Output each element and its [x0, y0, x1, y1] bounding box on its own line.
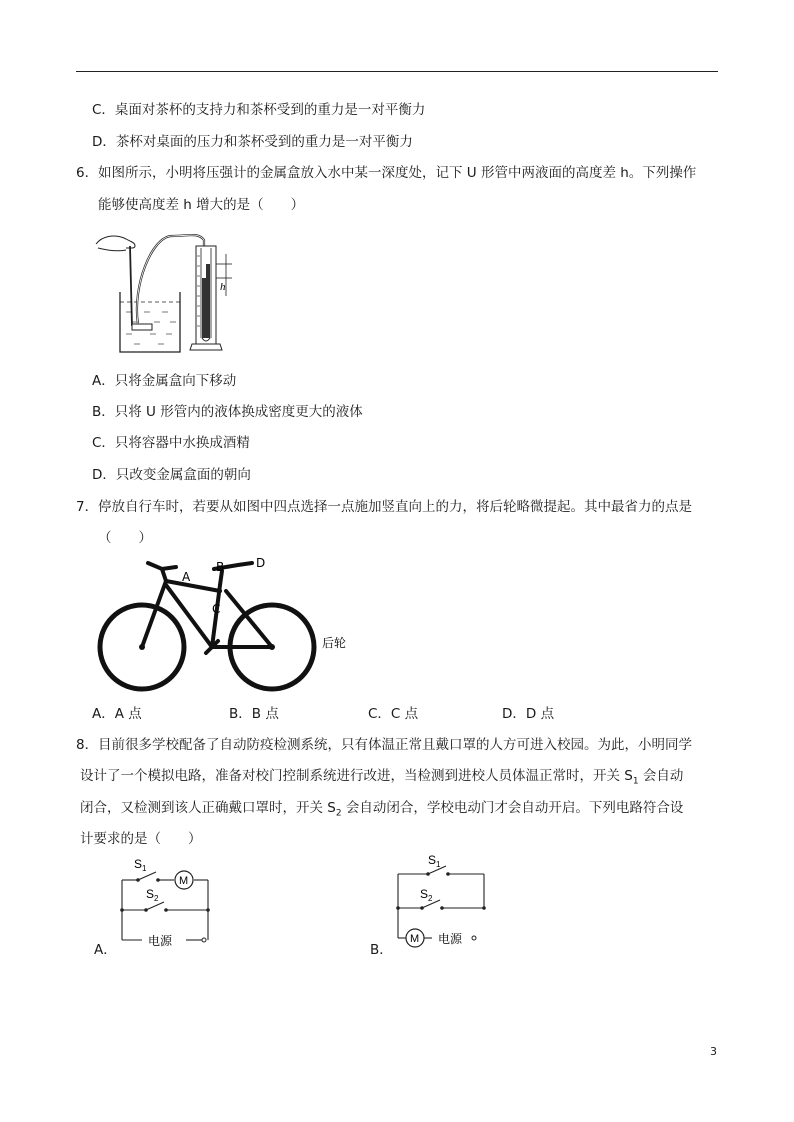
q8-circuit-b: [392, 852, 492, 948]
q7-point-a: A: [182, 570, 191, 584]
q7-bicycle-figure: [96, 555, 366, 695]
q7-point-d: D: [256, 556, 266, 570]
q8-stem-line4: 计要求的是（ ）: [80, 831, 202, 847]
q7-rear-wheel-label: 后轮: [322, 636, 347, 650]
q7-number: 7．: [76, 499, 99, 515]
q8-stem-line2: 设计了一个模拟电路，准备对校门控制系统进行改进，当检测到进校人员体温正常时，开关 $S_1$ 会自动: [80, 768, 684, 787]
q8-a-s2: $S_2$: [146, 887, 159, 903]
q8-stem-line3: 闭合，又检测到该人正确戴口罩时，开关 $S_2$ 会自动闭合，学校电动门才会自动开启。下列电路符合设: [80, 800, 684, 819]
q5-option-c: C．桌面对茶杯的支持力和茶杯受到的重力是一对平衡力: [92, 102, 426, 118]
q7-point-b: B: [216, 560, 225, 574]
q8-number: 8．: [76, 737, 99, 753]
q8-a-power: 电源: [148, 934, 173, 948]
q8-b-power: 电源: [438, 932, 463, 946]
q6-option-b: B．只将 U 形管内的液体换成密度更大的液体: [92, 404, 363, 420]
q8-circuit-a: [116, 856, 216, 948]
q8-b-s1: $S_1$: [428, 853, 441, 869]
q7-option-a: A．A 点: [92, 706, 142, 722]
q7-option-d: D．D 点: [502, 706, 555, 722]
q8-option-b-label: B．: [370, 942, 393, 958]
q8-b-s2: $S_2$: [420, 887, 433, 903]
q8-b-motor: M: [410, 933, 420, 945]
q8-a-s1: $S_1$: [134, 857, 147, 873]
q6-stem-line2: 能够使高度差 h 增大的是（ ）: [98, 197, 305, 213]
q8-option-a-label: A．: [94, 942, 117, 958]
q8-stem-line1: 目前很多学校配备了自动防疫检测系统，只有体温正常且戴口罩的人方可进入校园。为此，小明同学: [98, 737, 692, 753]
q6-pressure-gauge-figure: [92, 226, 242, 356]
q7-point-c: C: [212, 602, 221, 616]
q7-stem-line2: （ ）: [98, 530, 152, 546]
q6-option-d: D．只改变金属盒面的朝向: [92, 467, 251, 483]
page-number: 3: [710, 1045, 717, 1058]
q6-stem-line1: 如图所示，小明将压强计的金属盒放入水中某一深度处，记下 U 形管中两液面的高度差 h。下列操作: [98, 165, 697, 181]
q7-stem-line1: 停放自行车时，若要从如图中四点选择一点施加竖直向上的力，将后轮略微提起。其中最省力的点是: [98, 499, 692, 515]
q6-h-label: h: [220, 281, 226, 293]
header-rule: [76, 71, 718, 72]
q6-number: 6．: [76, 165, 99, 181]
q7-option-c: C．C 点: [368, 706, 419, 722]
q6-option-a: A．只将金属盒向下移动: [92, 373, 237, 389]
q6-option-c: C．只将容器中水换成酒精: [92, 435, 250, 451]
q5-option-d: D．茶杯对桌面的压力和茶杯受到的重力是一对平衡力: [92, 134, 413, 150]
q7-option-b: B．B 点: [229, 706, 279, 722]
q8-a-motor: M: [179, 875, 189, 887]
